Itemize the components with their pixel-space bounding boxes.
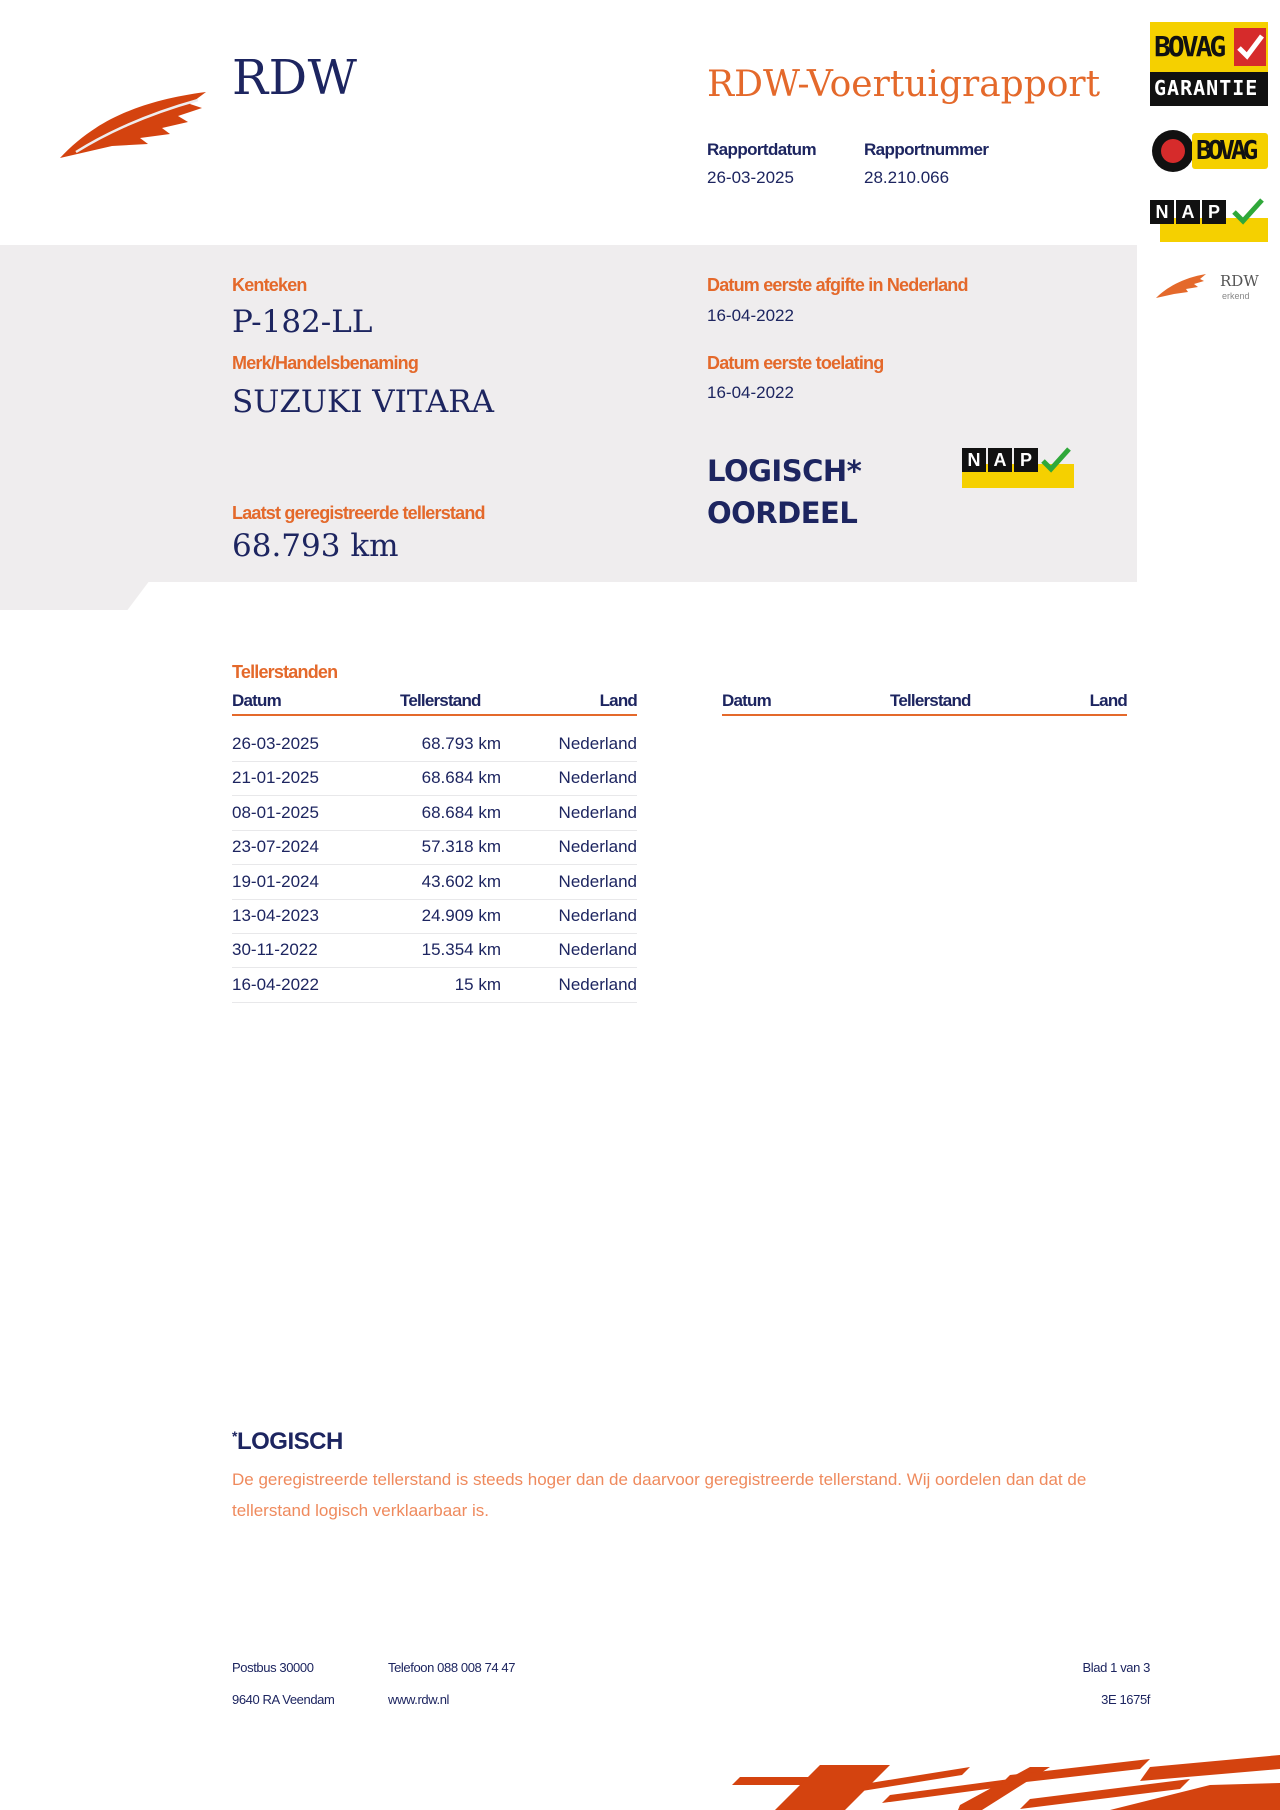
report-date: 26-03-2025 — [707, 168, 794, 187]
nap-check-icon — [1040, 446, 1072, 476]
cell-date: 13-04-2023 — [232, 906, 319, 925]
table-row — [232, 933, 637, 968]
cell-date: 19-01-2024 — [232, 871, 319, 891]
cell-country: Nederland — [558, 940, 637, 960]
cell-reading: 43.602 km — [421, 871, 501, 891]
note-text: De geregistreerde tellerstand is steeds hoger dan de daarvoor geregistreerde tellerstand. Wij oordelen dan dat de tellerstand logisch verklaarbaar is. — [232, 1470, 1087, 1520]
footer-page: Blad 1 van 3 — [1082, 1660, 1150, 1675]
nap-letter-p: P — [1014, 448, 1038, 472]
cell-reading: 68.684 km — [421, 768, 501, 788]
cell-date: 26-03-2025 — [232, 734, 319, 753]
cell-reading: 24.909 km — [421, 906, 501, 925]
cell-country: Nederland — [558, 768, 637, 788]
brand-name: RDW — [232, 50, 358, 106]
cell-country: Nederland — [558, 974, 637, 994]
plate-value: P-182-LL — [232, 304, 373, 340]
rdw-erkend-badge — [1154, 270, 1268, 306]
make-value: SUZUKI VITARA — [232, 384, 495, 420]
cell-country: Nederland — [558, 734, 637, 753]
cell-reading: 57.318 km — [421, 837, 501, 857]
col-header-date: Datum — [722, 691, 771, 710]
nap-badge-side — [1150, 196, 1268, 242]
readings-table-right — [722, 691, 1127, 721]
cell-reading: 15 km — [454, 974, 501, 994]
col-header-reading: Tellerstand — [890, 691, 971, 710]
nap-letter-p: P — [1202, 200, 1226, 224]
bovag-garantie-top: BOVAG — [1154, 30, 1224, 63]
nap-check-icon — [1230, 196, 1266, 228]
verdict-line-1: LOGISCH* — [707, 454, 862, 488]
readings-table — [232, 691, 637, 1031]
odometer-value: 68.793 km — [232, 528, 399, 564]
col-header-country: Land — [1089, 691, 1127, 710]
verdict-line-2: OORDEEL — [707, 496, 858, 530]
table-row — [232, 796, 637, 831]
cell-country: Nederland — [558, 906, 637, 925]
cell-country: Nederland — [558, 837, 637, 857]
nap-badge-verdict — [962, 446, 1074, 488]
rdw-erkend-logo-icon — [1154, 270, 1208, 300]
first-admission-label: Datum eerste toelating — [707, 353, 884, 373]
cell-date: 21-01-2025 — [232, 768, 319, 788]
report-number: 28.210.066 — [864, 168, 950, 187]
col-header-date: Datum — [232, 691, 281, 710]
nap-letter-a: A — [988, 448, 1012, 472]
bovag-garantie-bottom: GARANTIE — [1154, 76, 1259, 100]
cell-reading: 68.684 km — [421, 802, 501, 822]
rdw-erkend-sub: erkend — [1222, 291, 1250, 301]
table-row — [232, 865, 637, 900]
footer-stripes-decoration — [730, 1755, 1280, 1810]
table-row — [232, 899, 637, 934]
col-header-reading: Tellerstand — [400, 691, 481, 710]
first-nl-value: 16-04-2022 — [707, 306, 794, 325]
nap-letter-a: A — [1176, 200, 1200, 224]
cell-date: 30-11-2022 — [232, 940, 318, 960]
table-row — [232, 830, 637, 865]
report-number-label: Rapportnummer — [864, 140, 989, 159]
bovag-q-icon — [1161, 139, 1185, 163]
check-icon — [1234, 28, 1266, 66]
footer-web[interactable]: www.rdw.nl — [388, 1692, 450, 1707]
bovag-badge — [1152, 130, 1268, 172]
footer-phone: Telefoon 088 008 74 47 — [388, 1660, 516, 1675]
first-admission-value: 16-04-2022 — [707, 383, 794, 402]
col-header-country: Land — [599, 691, 637, 710]
bovag-label: BOVAG — [1196, 136, 1255, 166]
make-label: Merk/Handelsbenaming — [232, 353, 419, 373]
footer-city: 9640 RA Veendam — [232, 1692, 335, 1707]
cell-reading: 68.793 km — [421, 734, 501, 753]
cell-country: Nederland — [558, 871, 637, 891]
rdw-erkend-name: RDW — [1220, 272, 1259, 290]
cell-date: 16-04-2022 — [232, 974, 319, 994]
report-date-label: Rapportdatum — [707, 140, 816, 159]
header-rule — [722, 714, 1127, 716]
note-asterisk: * — [232, 1428, 237, 1444]
cell-date: 23-07-2024 — [232, 837, 319, 857]
odometer-label: Laatst geregistreerde tellerstand — [232, 503, 485, 523]
cell-reading: 15.354 km — [421, 940, 501, 960]
readings-title: Tellerstanden — [232, 662, 338, 682]
note-title — [232, 1428, 343, 1456]
table-row — [232, 727, 637, 762]
cell-country: Nederland — [558, 802, 637, 822]
cell-date: 08-01-2025 — [232, 802, 319, 822]
plate-label: Kenteken — [232, 275, 307, 295]
footer-postbus: Postbus 30000 — [232, 1660, 314, 1675]
footer-code: 3E 1675f — [1101, 1692, 1150, 1707]
panel-corner — [0, 580, 150, 610]
header-rule — [232, 714, 637, 716]
table-row — [232, 761, 637, 796]
nap-letter-n: N — [1150, 200, 1174, 224]
note-title-text: LOGISCH — [236, 1428, 343, 1455]
rdw-logo-icon — [58, 82, 208, 162]
report-title: RDW-Voertuigrapport — [707, 64, 1101, 105]
first-nl-label: Datum eerste afgifte in Nederland — [707, 275, 968, 295]
nap-letter-n: N — [962, 448, 986, 472]
table-row — [232, 968, 637, 1003]
bovag-garantie-badge — [1150, 22, 1268, 106]
